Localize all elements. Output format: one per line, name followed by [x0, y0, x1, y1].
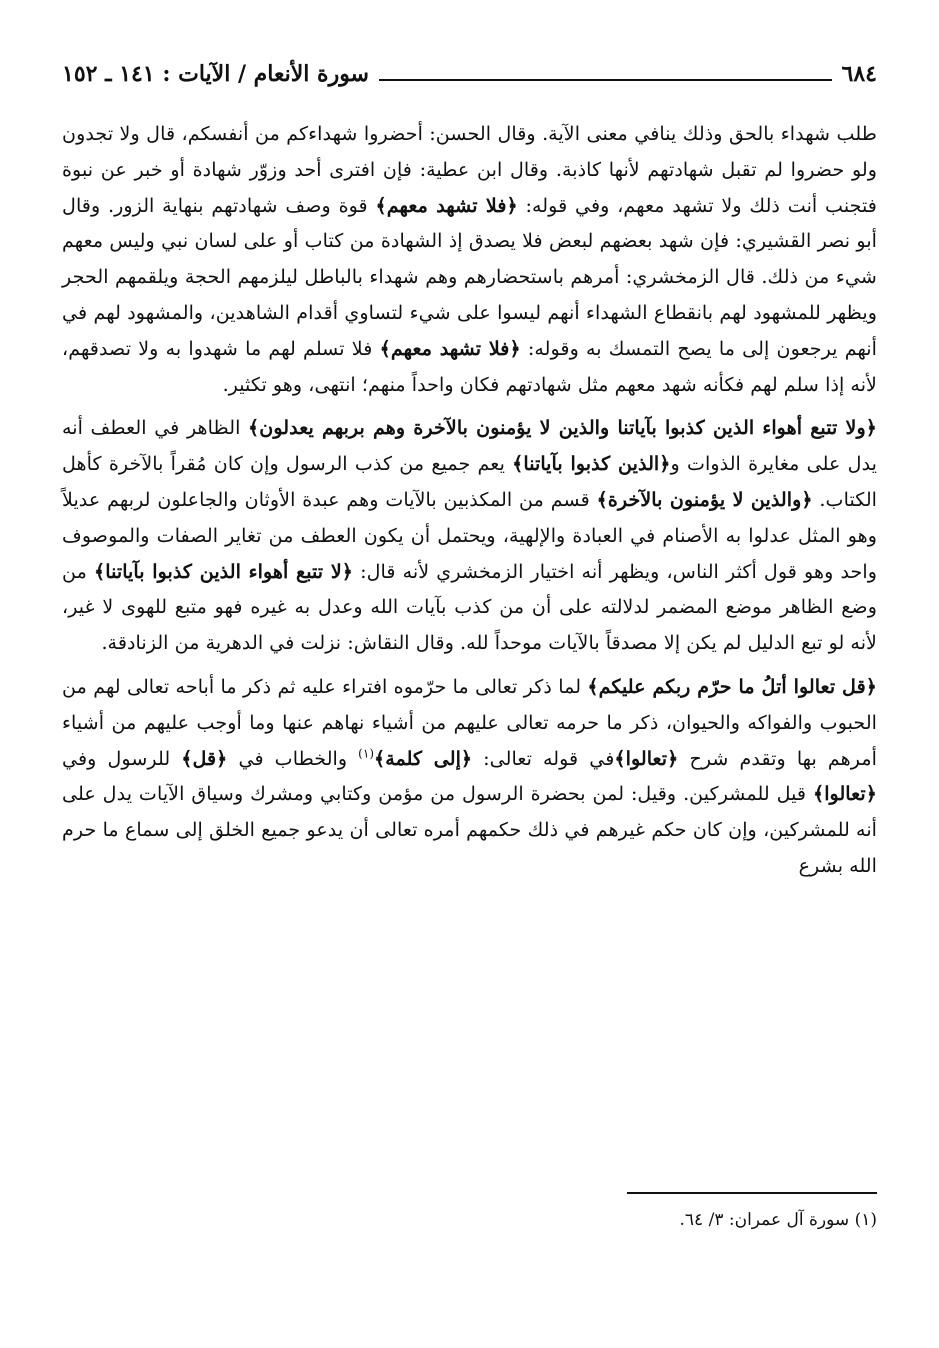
running-title: سورة الأنعام / الآيات : ١٤١ ـ ١٥٢ — [62, 61, 369, 87]
text-run: قيل للمشركين. وقيل: لمن بحضرة الرسول من مؤمن وكتابي ومشرك وسياق الآيات يدل على أنه للمشركين، وإن كان حكم غيرهم في ذلك حكمهم أمره تعالى أن يدعو جميع الخلق إلى سماع ما حرم الله بشرع — [62, 782, 877, 877]
page-number: ٦٨٤ — [841, 61, 877, 87]
quran-quote: ﴿تعالوا﴾ — [812, 782, 877, 806]
main-text — [62, 116, 877, 884]
quran-quote: ﴿فلا تشهد معهم﴾ — [379, 336, 521, 360]
paragraph — [62, 410, 877, 661]
quran-quote: ﴿والذين لا يؤمنون بالآخرة﴾ — [596, 487, 813, 511]
page-header — [62, 52, 877, 96]
quran-quote: ﴿قل تعالوا أتلُ ما حرّم ربكم عليكم﴾ — [587, 674, 877, 698]
text-run: يعم جميع من كذب الرسول وإن كان مُقراً بالآخرة كأهل الكتاب. — [62, 452, 878, 511]
quran-quote: ﴿الذين كذبوا بآياتنا﴾ — [512, 452, 671, 476]
text-run: طلب شهداء بالحق وذلك ينافي معنى الآية. وقال الحسن: أحضروا شهداءكم من أنفسكم، قال ولا تجدون ولو حضروا لم تقبل شهادتهم لأنها كاذبة. وقال ابن عطية: فإن افترى أحد وزوّر شهادة أو خبر عن نبوة فتجنب أنت ذلك ولا تشهد معهم، وفي قوله: — [62, 122, 877, 217]
text-run: في قوله تعالى: — [472, 746, 615, 770]
text-run: لما ذكر تعالى ما حرّموه افتراء عليه ثم ذكر ما أباحه تعالى لهم من الحبوب والفواكه والحيوان، ذكر ما حرمه تعالى عليهم من أشياء نهاهم عنها وما أوجب عليهم من أشياء أمرهم بها وتقدم شرح — [62, 674, 877, 770]
footnote-reference: (١) — [358, 746, 374, 761]
header-rule — [379, 79, 832, 81]
quran-quote: ﴿لا تتبع أهواء الذين كذبوا بآياتنا﴾ — [93, 559, 353, 583]
paragraph — [62, 669, 877, 884]
quran-quote: ﴿فلا تشهد معهم﴾ — [375, 193, 518, 217]
text-run: قوة وصف شهادتهم بنهاية الزور. وقال أبو نصر القشيري: فإن شهد بعضهم لبعض فلا يصدق إذ الشهادة من كتاب أو على لسان نبي وليس معهم شيء من ذلك. قال الزمخشري: أمرهم باستحضارهم وهم شهداء بالباطل ليلزمهم الحجة ويلقمهم الحجر ويظهر للمشهود لهم بانقطاع الشهداء أنهم ليسوا على شيء لتساوي أقدام الشاهدين، والمشهود لهم في أنهم يرجعون إلى ما يصح التمسك به وقوله: — [62, 193, 877, 360]
quran-quote: ﴿قل﴾ — [181, 746, 228, 770]
text-run: والخطاب في — [227, 746, 359, 770]
footnote-separator — [627, 1192, 877, 1194]
quran-quote: ﴿إلى كلمة﴾ — [374, 746, 473, 770]
text-run: فلا تسلم لهم ما شهدوا به ولا تصدقهم، لأنه إذا سلم لهم فكأنه شهد معهم مثل شهادتهم فكان واحداً منهم؛ انتهى، وهو تكثير. — [62, 336, 877, 396]
text-run: من وضع الظاهر موضع المضمر لدلالته على أن من كذب بآيات الله وعدل به غيره فهو متبع للهوى لا غير، لأنه لو تبع الدليل لم يكن إلا مصدقاً بالآيات موحداً لله. وقال النقاش: نزلت في الدهرية من الزنادقة. — [62, 559, 877, 655]
text-run: للرسول وفي — [62, 746, 182, 770]
quran-quote: ﴿تعالوا﴾ — [614, 746, 679, 770]
quran-quote: ﴿ولا تتبع أهواء الذين كذبوا بآياتنا والذين لا يؤمنون بالآخرة وهم بربهم يعدلون﴾ — [248, 416, 877, 440]
footnote: (١) سورة آل عمران: ٣/ ٦٤. — [679, 1210, 877, 1230]
text-run: قسم من المكذبين بالآيات وهم عبدة الأوثان والجاعلون لربهم عديلاً وهو المثل عدلوا به الأصنام في العبادة والإلهية، ويحتمل أن يكون العطف من تغاير الصفات والموصوف واحد وهو قول أكثر الناس، ويظهر أنه اختيار الزمخشري لأنه قال: — [62, 487, 877, 583]
text-run: الظاهر في العطف أنه يدل على مغايرة الذوات و — [62, 416, 877, 476]
paragraph — [62, 116, 877, 402]
